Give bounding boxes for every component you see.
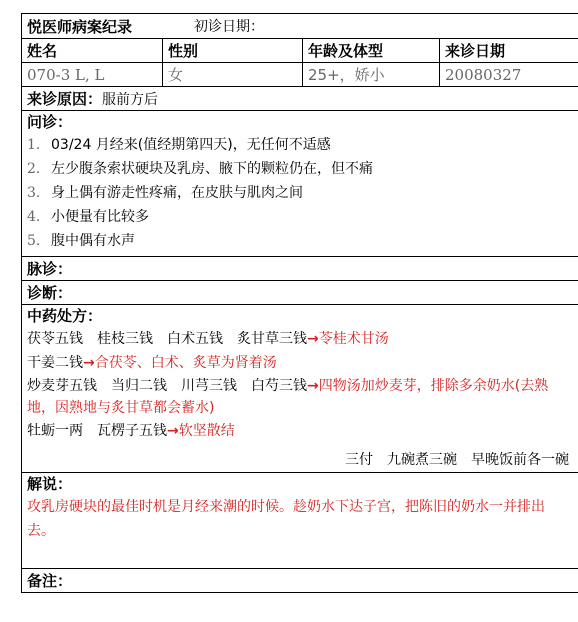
prescription-herbs: 炒麦芽五钱 当归二钱 川芎三钱 白芍三钱 — [27, 378, 307, 394]
prescription-herbs: 干姜二钱 — [27, 355, 83, 371]
value-age-build: 25+，娇小 — [303, 63, 440, 86]
value-gender: 女 — [163, 63, 303, 86]
dosage-instructions: 三付 九碗煮三碗 早晚饭前各一碗 — [345, 452, 569, 468]
inquiry-item-text: 身上偶有游走性疼痛，在皮肤与肌肉之间 — [51, 185, 303, 201]
prescription-note: 苓桂术甘汤 — [318, 331, 389, 347]
value-visit-date: 20080327 — [445, 65, 522, 84]
inquiry-item — [27, 205, 578, 229]
header-name: 姓名 — [22, 39, 163, 62]
right-arrow-icon: → — [307, 331, 319, 347]
inquiry-item-number: 2. — [27, 161, 41, 177]
inquiry-item-number: 1. — [27, 137, 41, 153]
prescription-herbs: 牡蛎一两 瓦楞子五钱 — [27, 423, 167, 439]
right-arrow-icon: → — [83, 355, 95, 371]
prescription-line — [27, 375, 572, 419]
prescription-section — [22, 305, 578, 473]
title-row — [22, 14, 578, 39]
prescription-note: 四物汤加炒麦芽，排除多余奶水(去熟地，因熟地与炙甘草都会蓄水) — [27, 378, 549, 416]
inquiry-item-number: 5. — [27, 233, 41, 249]
inquiry-item-text: 腹中偶有水声 — [51, 233, 135, 249]
explanation-section — [22, 473, 578, 569]
explanation-label: 解说： — [27, 475, 73, 493]
diagnosis-row — [22, 281, 578, 305]
inquiry-item — [27, 229, 578, 253]
inquiry-item — [27, 157, 578, 181]
inquiry-item-text: 03/24 月经来(值经期第四天)，无任何不适感 — [51, 137, 331, 153]
pulse-label: 脉诊： — [27, 260, 73, 278]
case-record-form — [21, 13, 578, 593]
inquiry-item-text: 小便量有比较多 — [51, 209, 149, 225]
inquiry-section — [22, 111, 578, 257]
record-title: 悦医师病案纪录 — [27, 17, 133, 36]
header-age-build: 年龄及体型 — [303, 39, 440, 62]
value-name: 070-3 L, L — [22, 63, 163, 86]
prescription-herbs: 茯苓五钱 桂枝三钱 白术五钱 炙甘草三钱 — [27, 331, 307, 347]
header-gender: 性别 — [163, 39, 303, 62]
prescription-note: 合茯苓、白术、炙草为肾着汤 — [94, 355, 277, 371]
visit-reason-value: 服前方后 — [102, 91, 159, 108]
prescription-label: 中药处方： — [27, 307, 103, 325]
explanation-text: 攻乳房硬块的最佳时机是月经来潮的时候。趁奶水下达子宫，把陈旧的奶水一并排出去。 — [27, 499, 545, 539]
header-visit-date: 来诊日期 — [445, 42, 506, 60]
inquiry-item-number: 4. — [27, 209, 41, 225]
right-arrow-icon: → — [307, 378, 319, 394]
inquiry-item — [27, 181, 578, 205]
pulse-row — [22, 257, 578, 281]
inquiry-item-number: 3. — [27, 185, 41, 201]
diagnosis-label: 诊断： — [27, 284, 73, 302]
prescription-line — [27, 351, 578, 375]
right-arrow-icon: → — [167, 423, 179, 439]
inquiry-item-text: 左少腹条索状硬块及乳房、腋下的颗粒仍在，但不痛 — [51, 161, 373, 177]
visit-reason-row — [22, 87, 578, 111]
inquiry-item — [27, 133, 578, 157]
info-header-row — [22, 39, 578, 63]
inquiry-label: 问诊： — [27, 113, 73, 131]
first-visit-date-label: 初诊日期： — [194, 19, 265, 35]
remarks-row — [22, 569, 578, 593]
info-value-row — [22, 63, 578, 87]
visit-reason-label: 来诊原因： — [27, 90, 103, 108]
remarks-label: 备注： — [27, 572, 73, 590]
prescription-line — [27, 419, 578, 443]
prescription-line — [27, 327, 578, 351]
prescription-note: 软坚散结 — [178, 423, 235, 439]
